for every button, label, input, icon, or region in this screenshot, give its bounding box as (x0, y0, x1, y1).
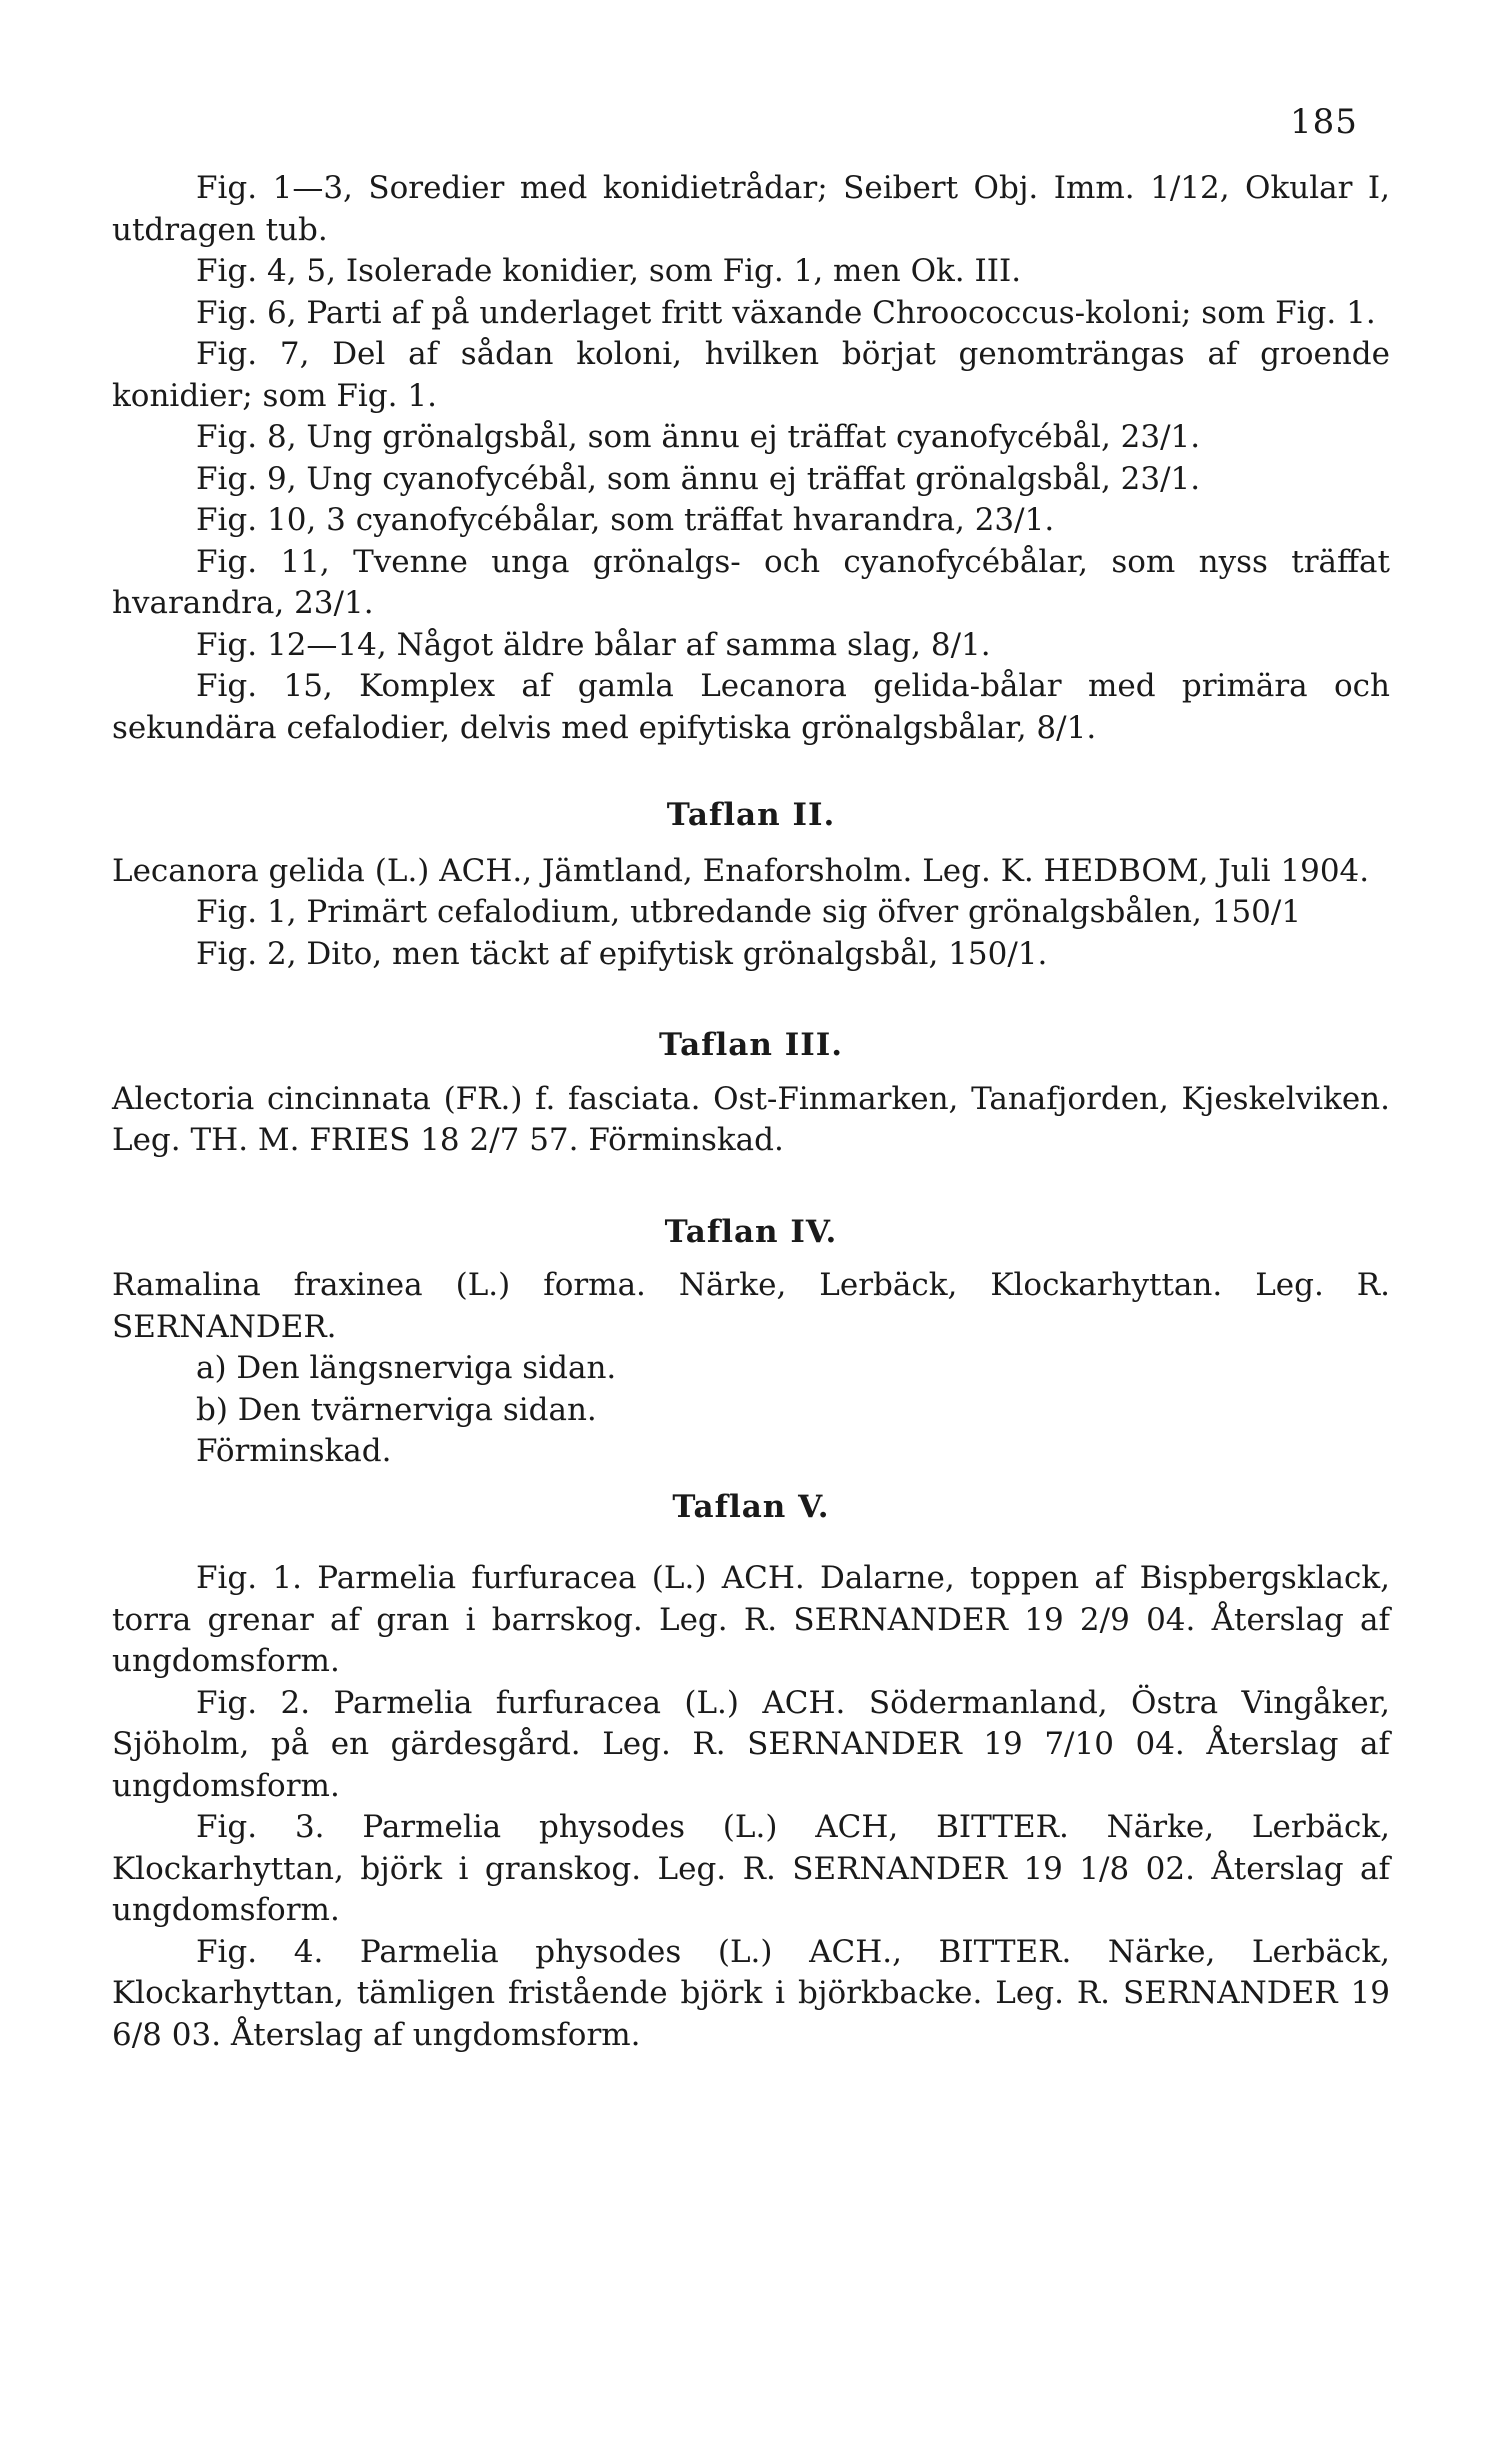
species-line: Ramalina fraxinea (L.) forma. Närke, Lerbäck, Klockarhyttan. Leg. R. SERNANDER. (112, 1267, 1390, 1345)
plate-heading: Taflan III. (658, 1027, 843, 1063)
fig-caption: Fig. 2. Parmelia furfuracea (L.) ACH. Södermanland, Östra Vingåker, Sjöholm, på en gärdesgård. Leg. R. SERNANDER 19 7/10 04. Återslag af ungdomsform. (112, 1684, 1390, 1804)
fig-caption: Fig. 7, Del af sådan koloni, hvilken börjat genomträngas af groende konidier; som Fig. 1. (112, 336, 1390, 414)
fig-caption: Fig. 12—14, Något äldre bålar af samma slag, 8/1. (196, 626, 991, 663)
fig-caption: Fig. 8, Ung grönalgsbål, som ännu ej träffat cyanofycébål, 23/1. (196, 419, 1201, 455)
plate-heading: Taflan II. (666, 797, 836, 833)
fig-caption: Fig. 6, Parti af på underlaget fritt växande Chroococcus-koloni; som Fig. 1. (196, 294, 1376, 331)
note-line: a) Den längsnerviga sidan. (196, 1350, 617, 1386)
fig-caption: Fig. 1, Primärt cefalodium, utbredande sig öfver grönalgsbålen, 150/1 (196, 894, 1302, 930)
page-body (112, 168, 1390, 2056)
fig-caption: Fig. 1. Parmelia furfuracea (L.) ACH. Dalarne, toppen af Bispbergsklack, torra grenar af gran i barrskog. Leg. R. SERNANDER 19 2/9 04. Återslag af ungdomsform. (112, 1560, 1390, 1679)
fig-caption: Fig. 1—3, Soredier med konidietrådar; Seibert Obj. Imm. 1/12, Okular I, utdragen tub. (112, 170, 1390, 248)
fig-caption: Fig. 2, Dito, men täckt af epifytisk grönalgsbål, 150/1. (196, 935, 1048, 972)
fig-caption: Fig. 10, 3 cyanofycébålar, som träffat hvarandra, 23/1. (196, 502, 1055, 538)
note-line: b) Den tvärnerviga sidan. (196, 1391, 597, 1428)
plate-heading: Taflan IV. (664, 1213, 838, 1250)
note-line: Förminskad. (196, 1433, 392, 1469)
fig-caption: Fig. 15, Komplex af gamla Lecanora gelida-bålar med primära och sekundära cefalodier, delvis med epifytiska grönalgsbålar, 8/1. (112, 668, 1390, 746)
fig-caption: Fig. 11, Tvenne unga grönalgs- och cyanofycébålar, som nyss träffat hvarandra, 23/1. (112, 543, 1390, 621)
plate-heading: Taflan V. (672, 1488, 830, 1525)
fig-caption: Fig. 9, Ung cyanofycébål, som ännu ej träffat grönalgsbål, 23/1. (196, 460, 1201, 497)
species-line: Lecanora gelida (L.) ACH., Jämtland, Enaforsholm. Leg. K. HEDBOM, Juli 1904. (112, 852, 1370, 889)
page-number: 185 (1290, 102, 1358, 142)
fig-caption: Fig. 3. Parmelia physodes (L.) ACH, BITTER. Närke, Lerbäck, Klockarhyttan, björk i granskog. Leg. R. SERNANDER 19 1/8 02. Återslag af ungdomsform. (112, 1809, 1390, 1928)
species-line: Alectoria cincinnata (FR.) f. fasciata. Ost-Finmarken, Tanafjorden, Kjeskelviken. Leg. TH. M. FRIES 18 2/7 57. Förminskad. (112, 1080, 1390, 1158)
fig-caption: Fig. 4. Parmelia physodes (L.) ACH., BITTER. Närke, Lerbäck, Klockarhyttan, tämligen fristående björk i björkbacke. Leg. R. SERNANDER 19 6/8 03. Återslag af ungdomsform. (112, 1933, 1390, 2053)
fig-caption: Fig. 4, 5, Isolerade konidier, som Fig. 1, men Ok. III. (196, 253, 1022, 289)
